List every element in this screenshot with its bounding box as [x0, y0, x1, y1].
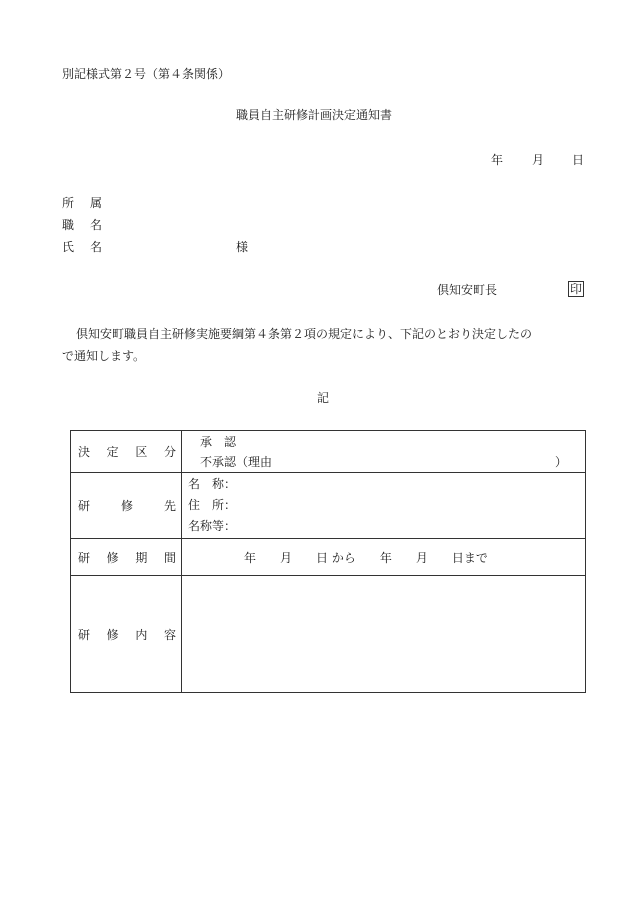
content-label — [71, 626, 181, 643]
body-text-line2: で通知します。 — [62, 349, 146, 363]
table-row-content — [71, 576, 586, 693]
content-value-cell[interactable] — [182, 576, 586, 693]
position-label — [62, 219, 102, 231]
table-row-decision — [71, 431, 586, 473]
label-char: 分 — [163, 445, 176, 459]
reject-option[interactable] — [182, 452, 585, 472]
period-value-cell[interactable] — [182, 539, 586, 576]
form-number-label: 別記様式第２号（第４条関係） — [62, 67, 231, 81]
name-char: 氏 — [62, 240, 75, 254]
position-char: 名 — [89, 218, 102, 232]
label-char: 内 — [135, 627, 148, 642]
period-label-cell — [71, 539, 182, 576]
destination-name-etc-field[interactable] — [182, 516, 585, 537]
destination-value-cell — [182, 473, 586, 539]
affiliation-char: 属 — [89, 196, 102, 210]
training-table — [70, 430, 586, 693]
label-char: 先 — [163, 499, 176, 513]
label-char: 決 — [78, 445, 91, 459]
label-char: 容 — [163, 627, 176, 642]
decision-label-cell — [71, 431, 182, 473]
destination-address-label: 住 所： — [188, 498, 237, 512]
label-char: 研 — [78, 550, 91, 565]
table-row-destination — [71, 473, 586, 539]
label-char: 修 — [120, 499, 133, 513]
reject-close-paren: ） — [554, 454, 567, 469]
period-label — [71, 549, 181, 566]
affiliation-char: 所 — [62, 196, 75, 210]
table-row-period — [71, 539, 586, 576]
position-char: 職 — [62, 218, 75, 232]
document-title: 職員自主研修計画決定通知書 — [236, 108, 393, 122]
name-char: 名 — [89, 240, 102, 254]
period-text: 年 月 日 から 年 月 日まで — [244, 550, 488, 565]
approve-text: 承 認 — [200, 434, 237, 449]
destination-name-label: 名 称： — [188, 477, 237, 491]
name-label — [62, 241, 102, 253]
destination-name-etc-label: 名称等： — [188, 519, 237, 533]
content-label-cell — [71, 576, 182, 693]
seal-box: 印 — [570, 282, 583, 296]
label-char: 定 — [106, 445, 119, 459]
date-year: 年 — [491, 153, 504, 167]
label-char: 間 — [163, 550, 176, 565]
label-char: 研 — [78, 499, 91, 513]
decision-label — [71, 443, 181, 460]
date-month: 月 — [532, 153, 545, 167]
decision-value-cell — [182, 431, 586, 473]
issuer-title: 倶知安町長 — [437, 283, 498, 297]
label-char: 区 — [135, 445, 148, 459]
ki-heading: 記 — [317, 391, 330, 405]
reject-text: 不承認（理由 — [200, 454, 273, 469]
affiliation-label — [62, 197, 102, 209]
body-text-line1: 倶知安町職員自主研修実施要綱第４条第２項の規定により、下記のとおり決定したの — [76, 327, 533, 341]
approve-option[interactable] — [182, 432, 585, 452]
destination-name-field[interactable] — [182, 474, 585, 495]
destination-label-cell — [71, 473, 182, 539]
destination-address-field[interactable] — [182, 495, 585, 516]
date-day: 日 — [572, 153, 585, 167]
label-char: 修 — [106, 550, 119, 565]
honorific: 様 — [236, 240, 249, 254]
label-char: 修 — [106, 627, 119, 642]
label-char: 期 — [135, 550, 148, 565]
label-char: 研 — [78, 627, 91, 642]
destination-label — [71, 497, 181, 514]
